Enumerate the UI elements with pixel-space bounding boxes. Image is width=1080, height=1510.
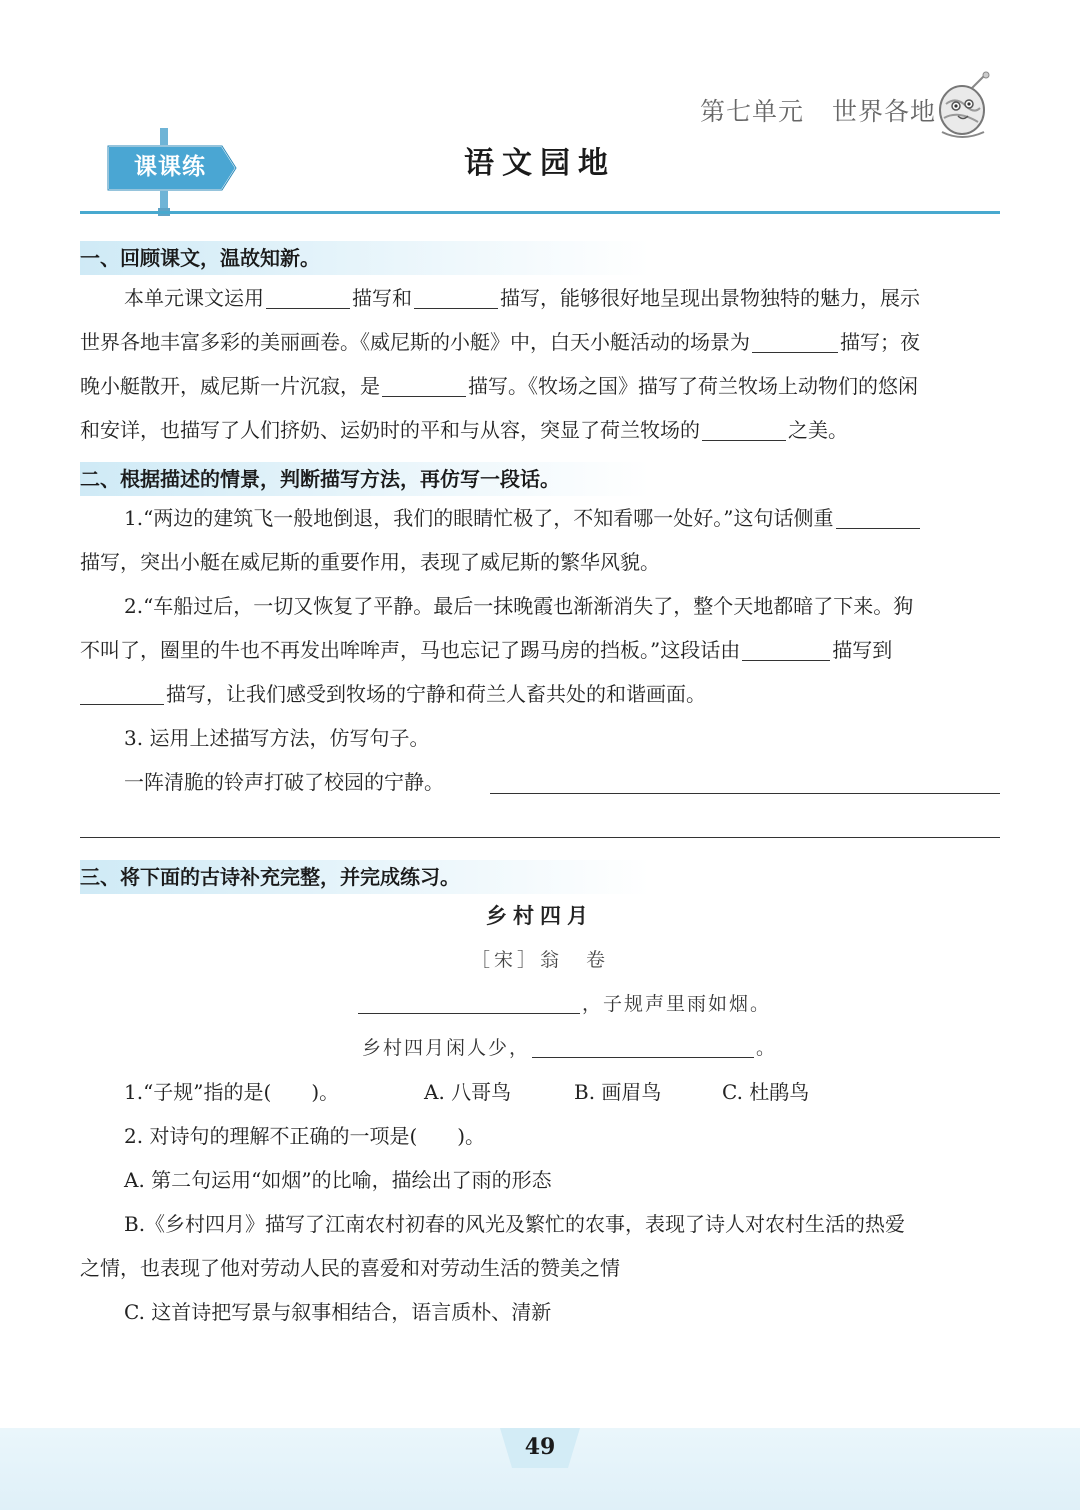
s3-q2: 2. 对诗句的理解不正确的一项是( )。 [124,1124,486,1148]
section-1-heading: 一、回顾课文，温故知新。 [80,241,1000,275]
answer-blank[interactable] [414,307,498,309]
section-3-heading: 三、将下面的古诗补充完整，并完成练习。 [80,860,1000,894]
answer-blank[interactable] [742,659,830,661]
s2-q2-line-3: 描写，让我们感受到牧场的宁静和荷兰人畜共处的和谐画面。 [80,672,1000,716]
answer-blank[interactable] [80,703,164,705]
s3-q2-option-c[interactable]: C. 这首诗把写景与叙事相结合，语言质朴、清新 [124,1300,552,1324]
section-1-line-2: 世界各地丰富多彩的美丽画卷。《威尼斯的小艇》中，白天小艇活动的场景为 描写；夜 [80,330,920,354]
answer-blank[interactable] [702,439,786,441]
s3-q2-option-b-line-1[interactable]: B.《乡村四月》描写了江南农村初春的风光及繁忙的农事，表现了诗人对农村生活的热爱 [124,1212,906,1236]
s2-q1-line-1: 1.“两边的建筑飞一般地倒退，我们的眼睛忙极了，不知看哪一处好。”这句话侧重 [80,496,1000,540]
globe-mascot-icon [932,70,994,142]
option-c[interactable]: C. 杜鹃鸟 [722,1080,810,1104]
s2-q3-prompt: 一阵清脆的铃声打破了校园的宁静。 [124,770,444,794]
unit-theme: 世界各地 [832,97,937,126]
s2-q1-line-2: 描写，突出小艇在威尼斯的重要作用，表现了威尼斯的繁华风貌。 [80,550,660,574]
section-1-line-4: 和安详，也描写了人们挤奶、运奶时的平和与从容，突显了荷兰牧场的 之美。 [80,418,848,442]
answer-blank[interactable] [752,351,838,353]
answer-blank[interactable] [266,307,350,309]
unit-label: 第七单元 [700,97,805,126]
answer-blank[interactable] [358,1012,580,1014]
s2-q3: 3. 运用上述描写方法，仿写句子。 [124,726,430,750]
poem-title: 乡村四月 [486,903,594,928]
answer-blank[interactable] [532,1056,754,1058]
header-divider [80,211,1000,214]
s3-q1: 1.“子规”指的是( )。 A. 八哥鸟 B. 画眉鸟 C. 杜鹃鸟 [80,1070,1000,1114]
writing-line[interactable] [80,837,1000,838]
poem-line-2: 乡村四月闲人少， 。 [362,1037,778,1059]
lesson-badge-label: 课课练 [134,154,206,180]
answer-blank[interactable] [836,527,920,529]
option-a[interactable]: A. 八哥鸟 [424,1080,512,1104]
section-2-heading: 二、根据描述的情景，判断描写方法，再仿写一段话。 [80,462,1000,496]
s2-q2-line-2: 不叫了，圈里的牛也不再发出哞哞声，马也忘记了踢马房的挡板。”这段话由 描写到 [80,638,893,662]
section-1-line-3: 晚小艇散开，威尼斯一片沉寂，是 描写。《牧场之国》描写了荷兰牧场上动物们的悠闲 [80,374,918,398]
writing-line[interactable] [490,793,1000,794]
poem-line-1: ，子规声里雨如烟。 [358,982,958,1026]
option-b[interactable]: B. 画眉鸟 [574,1080,662,1104]
s3-q2-option-b-line-2: 之情，也表现了他对劳动人民的喜爱和对劳动生活的赞美之情 [80,1256,620,1280]
unit-header [700,92,936,128]
answer-blank[interactable] [382,395,466,397]
page-number: 49 [524,1434,556,1460]
poem-author: ［宋］翁 卷 [470,949,609,971]
s2-q2-line-1: 2.“车船过后，一切又恢复了平静。最后一抹晚霞也渐渐消失了，整个天地都暗了下来。狗 [124,594,914,618]
page-title: 语文园地 [464,146,616,181]
s3-q2-option-a[interactable]: A. 第二句运用“如烟”的比喻，描绘出了雨的形态 [124,1168,552,1192]
section-1-line-1: 本单元课文运用 描写和 描写，能够很好地呈现出景物独特的魅力，展示 [124,286,920,310]
